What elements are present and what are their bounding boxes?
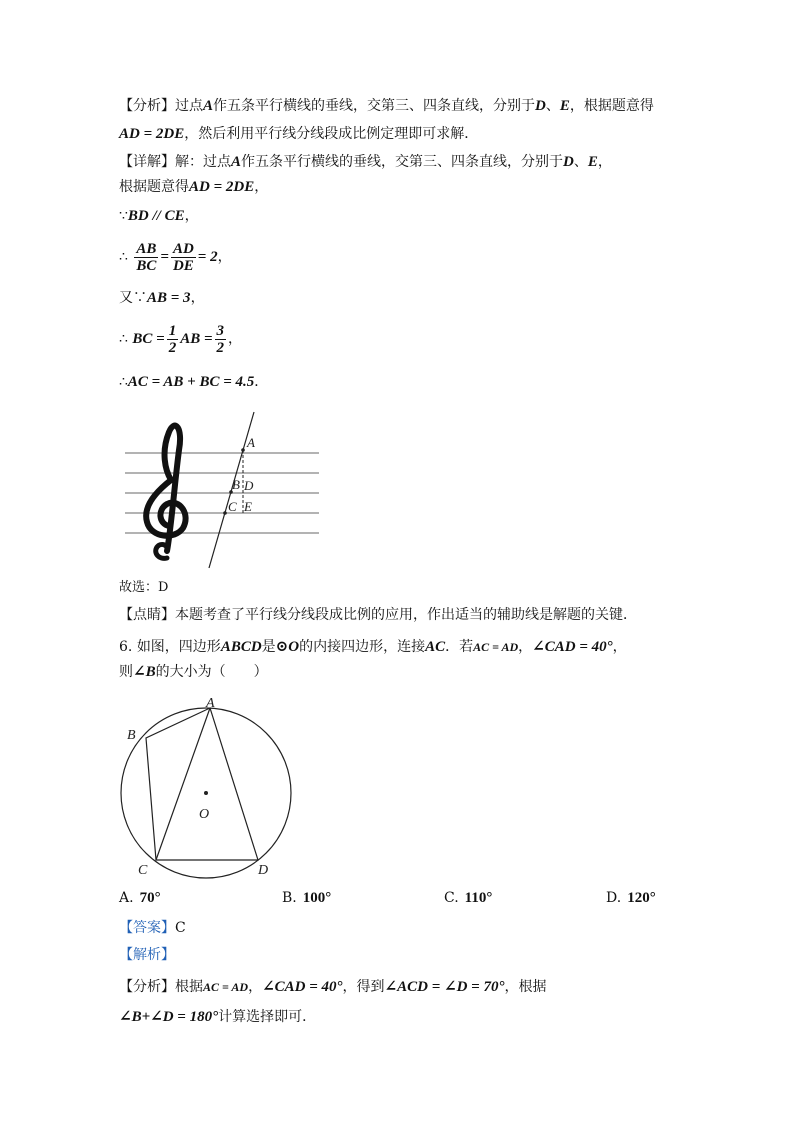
detail-tag: 【详解】	[119, 154, 175, 170]
fraction-ad-de: $\frac{AD}{DE}$	[172, 240, 194, 274]
analysis2-line-1: 【分析】根据AC = AD，∠CAD = 40°，得到∠ACD = ∠D = 70°，根据	[119, 979, 547, 995]
detail-line-2: 根据题意得AD = 2DE，	[119, 179, 269, 195]
staff-figure	[119, 410, 321, 570]
solution-tag-line	[119, 945, 175, 965]
choice-c[interactable]: C. 110°	[444, 890, 493, 906]
analysis2-tag: 【分析】	[119, 979, 175, 995]
label-E: E	[244, 499, 252, 514]
center-point	[204, 791, 208, 795]
label-B: B	[127, 728, 136, 743]
comment-line: 【点睛】本题考查了平行线分线段成比例的应用，作出适当的辅助线是解题的关键．	[119, 607, 637, 623]
choice-d[interactable]: D. 120°	[606, 890, 656, 906]
fraction-three-halves: $\frac{3}{2}$	[216, 322, 224, 356]
answer-line: 故选：D	[119, 580, 169, 595]
detail-line-1: 【详解】解：过点A作五条平行横线的垂线，交第三、四条直线，分别于D、E，	[119, 154, 612, 170]
label-D: D	[258, 863, 269, 878]
label-O: O	[199, 807, 210, 822]
segment-ac	[156, 708, 210, 860]
analysis-line-1: 【分析】过点A作五条平行横线的垂线，交第三、四条直线，分别于D、E，根据题意得	[119, 98, 654, 114]
label-A: A	[247, 435, 255, 450]
analysis-tag: 【分析】	[119, 98, 175, 114]
detail-line-ab: 又∵AB = 3，	[119, 290, 205, 306]
label-C: C	[228, 499, 237, 514]
answer-tag: 【答案】	[119, 920, 175, 936]
answer-block	[119, 918, 186, 938]
detail-line-parallel: ∵BD // CE，	[119, 208, 199, 224]
circle-figure	[113, 690, 303, 880]
label-D: D	[244, 478, 254, 493]
label-B: B	[232, 477, 240, 492]
detail-line-ratio: ∴ $\frac{AB}{BC}$ = $\frac{AD}{DE}$ = 2，	[119, 240, 232, 274]
question-6-line-1: 6. 如图，四边形ABCD是⊙O的内接四边形，连接AC．若AC = AD，∠CAD = 40°，	[119, 639, 627, 655]
detail-line-final: ∴AC = AB + BC = 4.5．	[119, 374, 269, 390]
analysis2-line-2: ∠B+∠D = 180°计算选择即可．	[119, 1009, 317, 1025]
answer-value: C	[175, 920, 186, 936]
question-6-line-2: 则∠B的大小为（ ）	[119, 664, 268, 680]
analysis-line-2: AD = 2DE，然后利用平行线分线段成比例定理即可求解．	[119, 126, 479, 142]
choice-b[interactable]: B. 100°	[282, 890, 332, 906]
fraction-half: $\frac{1}{2}$	[168, 322, 177, 356]
label-A: A	[206, 696, 215, 711]
fraction-ab-bc: $\frac{AB}{BC}$	[136, 240, 157, 274]
solution-tag: 【解析】	[119, 947, 175, 963]
detail-line-bc: ∴ BC = $\frac{1}{2}$ AB = $\frac{3}{2}$ ，	[119, 322, 242, 356]
comment-tag: 【点睛】	[119, 607, 175, 623]
label-C: C	[138, 863, 148, 878]
choice-a[interactable]: A. 70°	[119, 890, 161, 906]
